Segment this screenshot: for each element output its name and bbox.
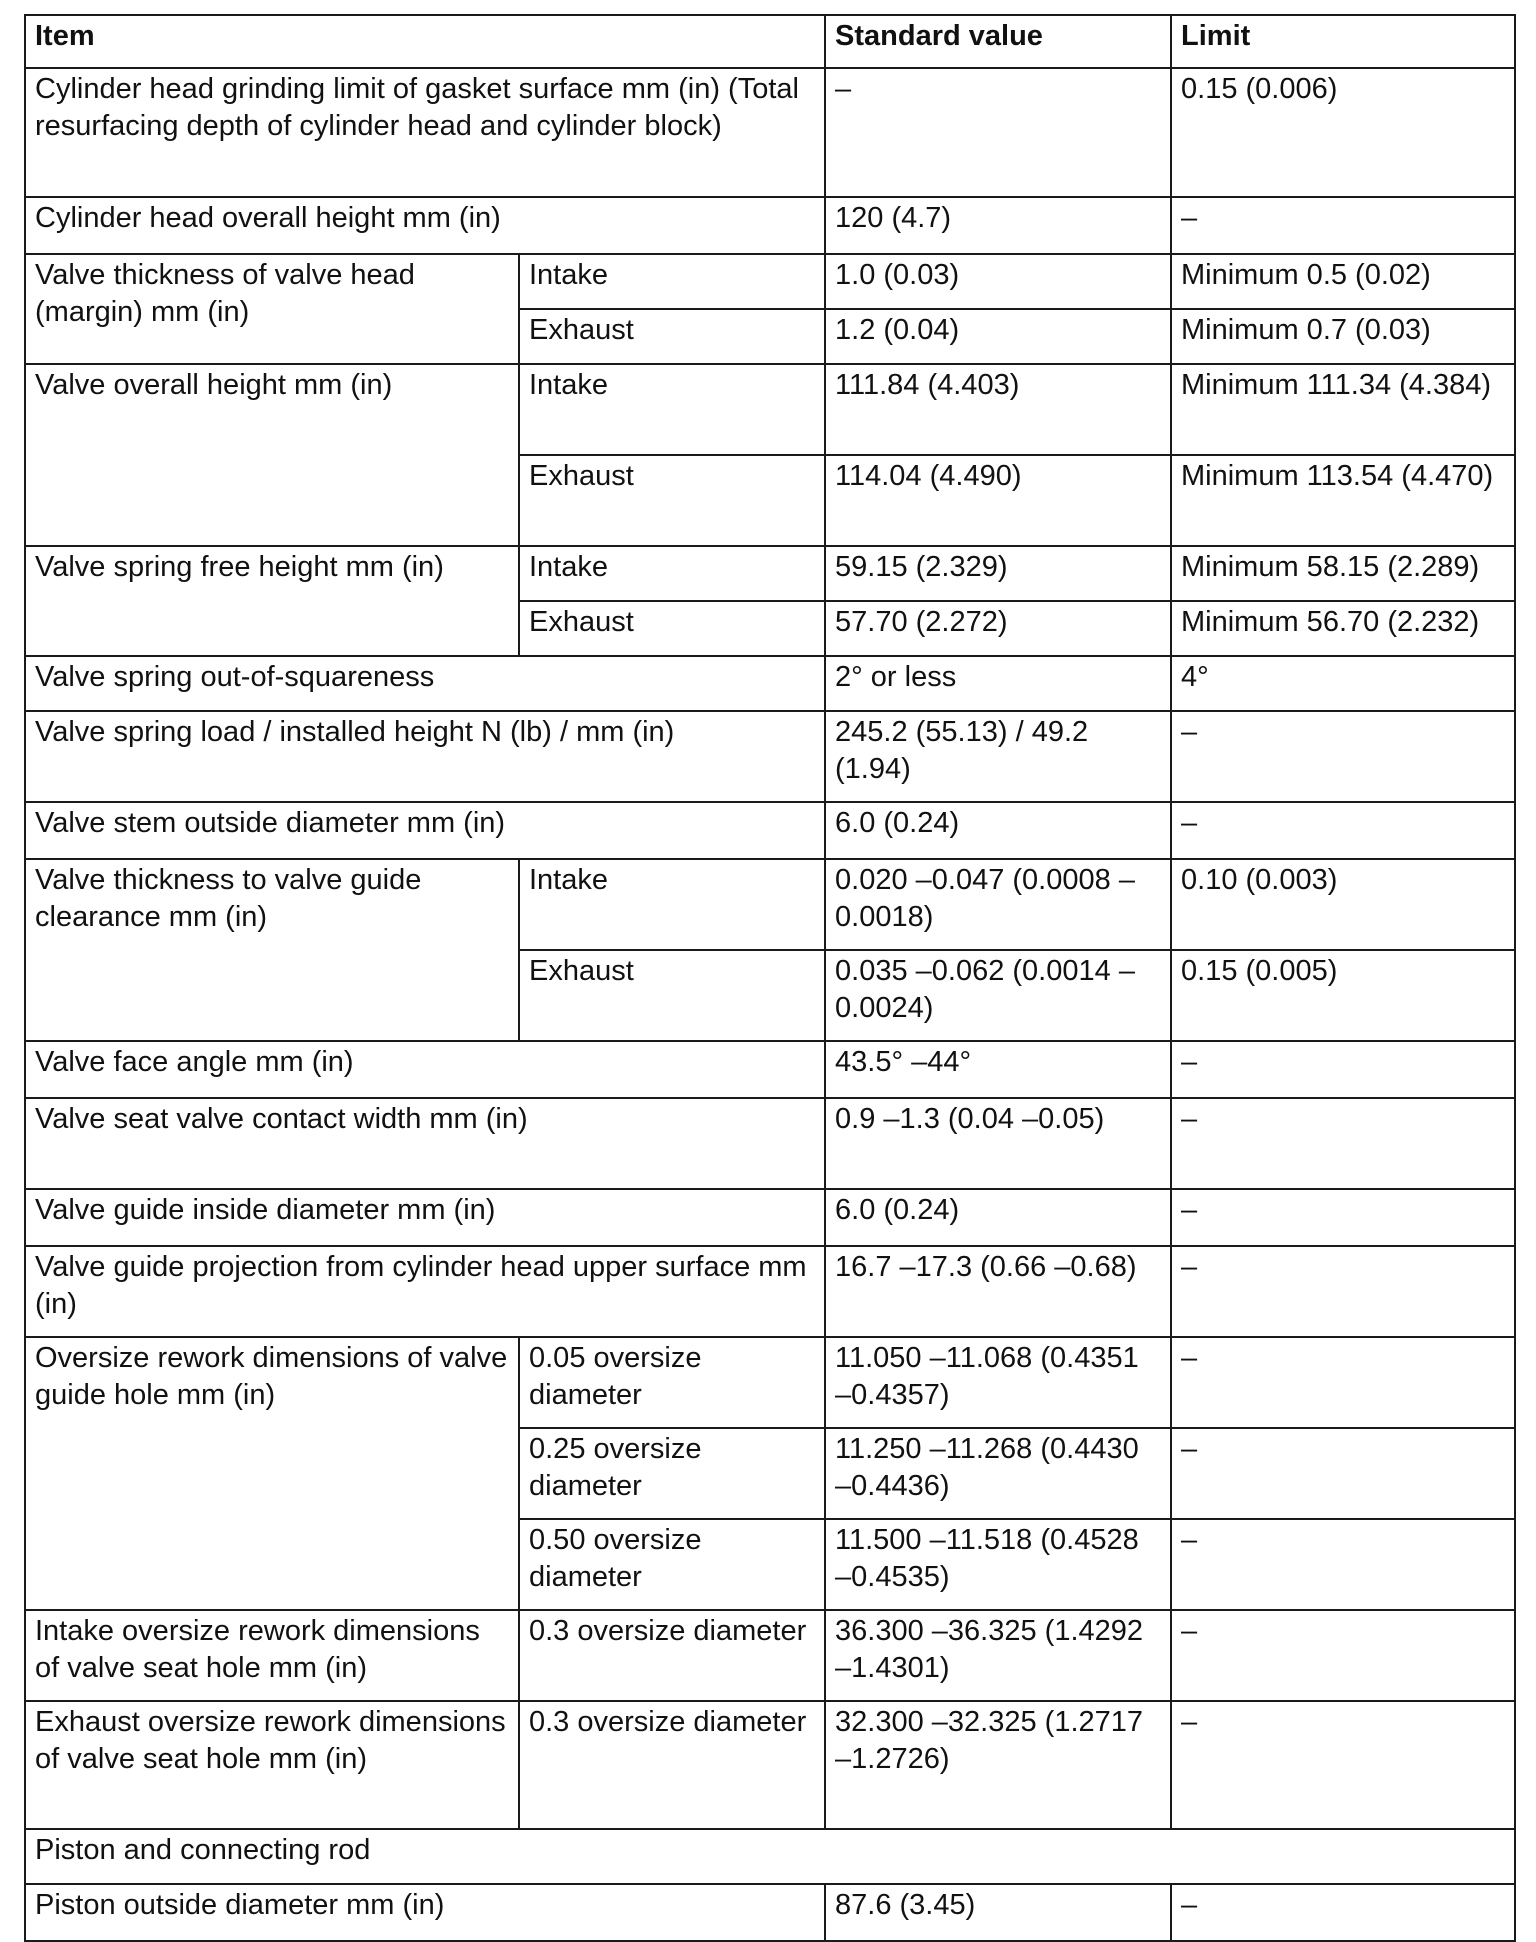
item-cell: Valve guide inside diameter mm (in)	[25, 1189, 825, 1246]
limit-cell: Minimum 56.70 (2.232)	[1171, 601, 1515, 656]
header-standard-value: Standard value	[825, 15, 1171, 68]
limit-cell: –	[1171, 1189, 1515, 1246]
limit-cell: 4°	[1171, 656, 1515, 711]
table-row	[25, 711, 1515, 802]
sub-item-cell: 0.05 oversize diameter	[519, 1337, 825, 1428]
limit-cell: Minimum 113.54 (4.470)	[1171, 455, 1515, 546]
standard-value-cell: 59.15 (2.329)	[825, 546, 1171, 601]
table-row	[25, 1098, 1515, 1189]
limit-cell: –	[1171, 1041, 1515, 1098]
header-row	[25, 15, 1515, 68]
sub-item-cell: Intake	[519, 859, 825, 950]
standard-value-cell: 32.300 –32.325 (1.2717 –1.2726)	[825, 1701, 1171, 1829]
sub-item-cell: 0.3 oversize diameter	[519, 1701, 825, 1829]
table-row	[25, 859, 1515, 950]
standard-value-cell: 6.0 (0.24)	[825, 1189, 1171, 1246]
standard-value-cell: 0.020 –0.047 (0.0008 –0.0018)	[825, 859, 1171, 950]
limit-cell: Minimum 0.7 (0.03)	[1171, 309, 1515, 364]
sub-item-cell: Intake	[519, 364, 825, 455]
item-cell: Valve spring out-of-squareness	[25, 656, 825, 711]
standard-value-cell: 114.04 (4.490)	[825, 455, 1171, 546]
limit-cell: –	[1171, 1337, 1515, 1428]
table-row	[25, 197, 1515, 254]
item-cell: Valve face angle mm (in)	[25, 1041, 825, 1098]
sub-item-cell: 0.25 oversize diameter	[519, 1428, 825, 1519]
table-row	[25, 1189, 1515, 1246]
limit-cell: Minimum 111.34 (4.384)	[1171, 364, 1515, 455]
item-cell: Valve overall height mm (in)	[25, 364, 519, 546]
standard-value-cell: 11.250 –11.268 (0.4430 –0.4436)	[825, 1428, 1171, 1519]
limit-cell: Minimum 0.5 (0.02)	[1171, 254, 1515, 309]
table-row	[25, 1246, 1515, 1337]
standard-value-cell: 111.84 (4.403)	[825, 364, 1171, 455]
standard-value-cell: 1.0 (0.03)	[825, 254, 1171, 309]
standard-value-cell: 2° or less	[825, 656, 1171, 711]
limit-cell: –	[1171, 1246, 1515, 1337]
limit-cell: –	[1171, 1098, 1515, 1189]
table-row	[25, 1884, 1515, 1941]
section-row	[25, 1829, 1515, 1884]
header-limit: Limit	[1171, 15, 1515, 68]
item-cell: Valve spring free height mm (in)	[25, 546, 519, 656]
standard-value-cell: –	[825, 68, 1171, 197]
standard-value-cell: 1.2 (0.04)	[825, 309, 1171, 364]
table-row	[25, 1701, 1515, 1829]
table-row	[25, 802, 1515, 859]
standard-value-cell: 36.300 –36.325 (1.4292 –1.4301)	[825, 1610, 1171, 1701]
sub-item-cell: Exhaust	[519, 309, 825, 364]
item-cell: Valve thickness of valve head (margin) mm (in)	[25, 254, 519, 364]
limit-cell: –	[1171, 802, 1515, 859]
header-item: Item	[25, 15, 825, 68]
standard-value-cell: 0.9 –1.3 (0.04 –0.05)	[825, 1098, 1171, 1189]
item-cell: Cylinder head overall height mm (in)	[25, 197, 825, 254]
standard-value-cell: 6.0 (0.24)	[825, 802, 1171, 859]
limit-cell: –	[1171, 1428, 1515, 1519]
section-heading: Piston and connecting rod	[25, 1829, 1515, 1884]
table-row	[25, 656, 1515, 711]
table-row	[25, 254, 1515, 309]
limit-cell: 0.10 (0.003)	[1171, 859, 1515, 950]
sub-item-cell: Intake	[519, 546, 825, 601]
item-cell: Valve spring load / installed height N (lb) / mm (in)	[25, 711, 825, 802]
table-row	[25, 546, 1515, 601]
item-cell: Cylinder head grinding limit of gasket surface mm (in) (Total resurfacing depth of cylinder head and cylinder block)	[25, 68, 825, 197]
standard-value-cell: 11.050 –11.068 (0.4351 –0.4357)	[825, 1337, 1171, 1428]
limit-cell: 0.15 (0.006)	[1171, 68, 1515, 197]
item-cell: Valve stem outside diameter mm (in)	[25, 802, 825, 859]
limit-cell: –	[1171, 1610, 1515, 1701]
limit-cell: –	[1171, 1884, 1515, 1941]
standard-value-cell: 16.7 –17.3 (0.66 –0.68)	[825, 1246, 1171, 1337]
sub-item-cell: Exhaust	[519, 455, 825, 546]
standard-value-cell: 57.70 (2.272)	[825, 601, 1171, 656]
item-cell: Exhaust oversize rework dimensions of valve seat hole mm (in)	[25, 1701, 519, 1829]
sub-item-cell: Intake	[519, 254, 825, 309]
spec-page	[24, 14, 1514, 1942]
limit-cell: –	[1171, 197, 1515, 254]
standard-value-cell: 11.500 –11.518 (0.4528 –0.4535)	[825, 1519, 1171, 1610]
table-row	[25, 1337, 1515, 1428]
sub-item-cell: 0.50 oversize diameter	[519, 1519, 825, 1610]
table-row	[25, 1610, 1515, 1701]
item-cell: Valve seat valve contact width mm (in)	[25, 1098, 825, 1189]
table-row	[25, 364, 1515, 455]
sub-item-cell: Exhaust	[519, 601, 825, 656]
standard-value-cell: 120 (4.7)	[825, 197, 1171, 254]
limit-cell: –	[1171, 1701, 1515, 1829]
item-cell: Oversize rework dimensions of valve guide hole mm (in)	[25, 1337, 519, 1610]
limit-cell: 0.15 (0.005)	[1171, 950, 1515, 1041]
limit-cell: –	[1171, 1519, 1515, 1610]
standard-value-cell: 43.5° –44°	[825, 1041, 1171, 1098]
item-cell: Valve thickness to valve guide clearance mm (in)	[25, 859, 519, 1041]
table-row	[25, 1041, 1515, 1098]
sub-item-cell: 0.3 oversize diameter	[519, 1610, 825, 1701]
table-row	[25, 68, 1515, 197]
specification-table	[24, 14, 1516, 1942]
sub-item-cell: Exhaust	[519, 950, 825, 1041]
standard-value-cell: 245.2 (55.13) / 49.2 (1.94)	[825, 711, 1171, 802]
standard-value-cell: 0.035 –0.062 (0.0014 –0.0024)	[825, 950, 1171, 1041]
standard-value-cell: 87.6 (3.45)	[825, 1884, 1171, 1941]
limit-cell: –	[1171, 711, 1515, 802]
item-cell: Valve guide projection from cylinder head upper surface mm (in)	[25, 1246, 825, 1337]
limit-cell: Minimum 58.15 (2.289)	[1171, 546, 1515, 601]
item-cell: Intake oversize rework dimensions of valve seat hole mm (in)	[25, 1610, 519, 1701]
item-cell: Piston outside diameter mm (in)	[25, 1884, 825, 1941]
